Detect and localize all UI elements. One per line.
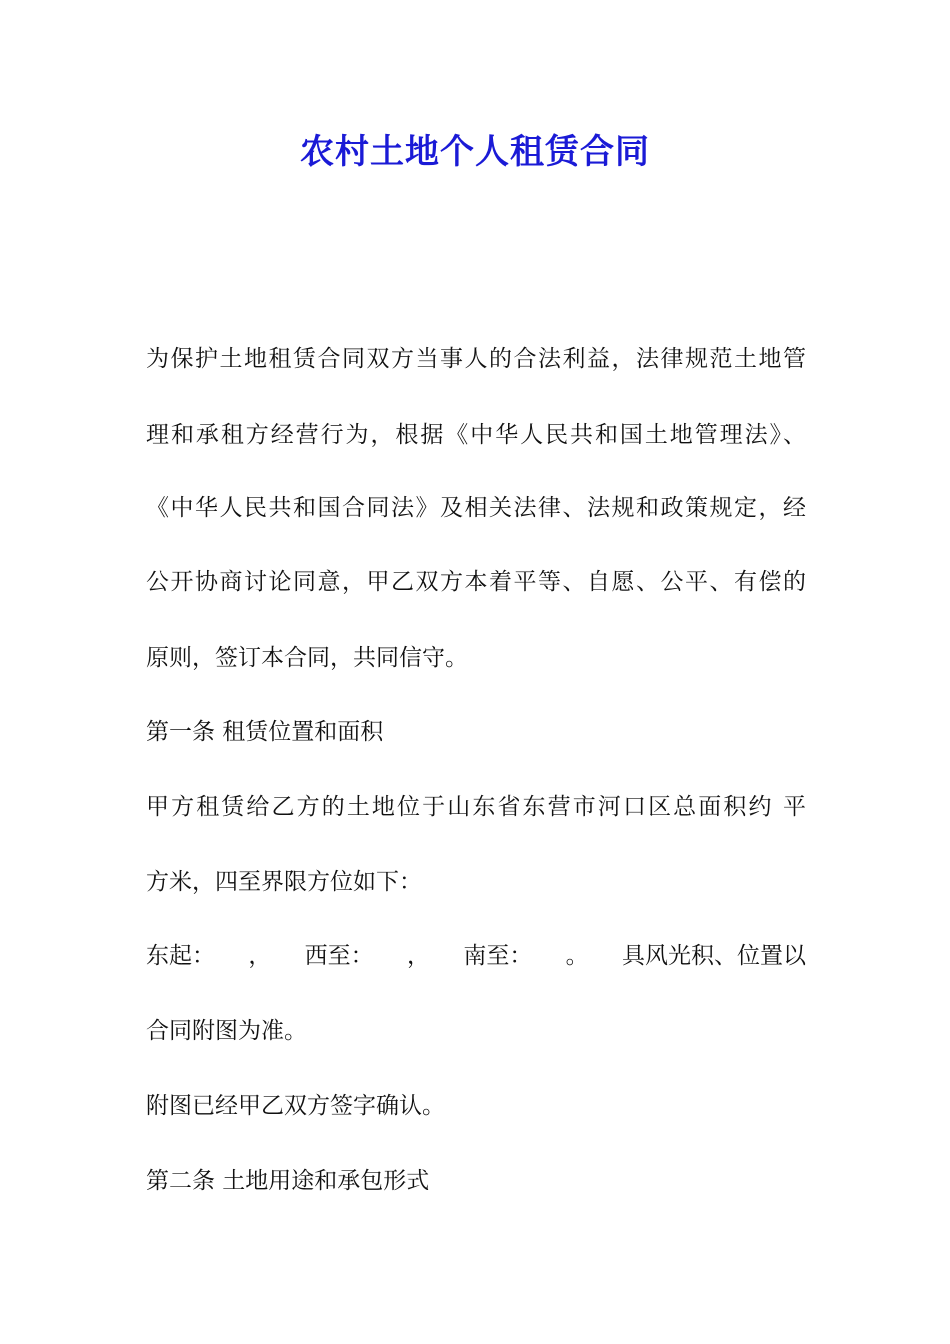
article-1-heading: 第一条 租赁位置和面积: [146, 719, 384, 745]
document-title: 农村土地个人租赁合同: [300, 132, 650, 172]
article-1-line-5: 附图已经甲乙双方签字确认。: [146, 1093, 445, 1119]
article-1-line-2: 方米，四至界限方位如下：: [146, 869, 422, 895]
boundary-period: 。: [565, 943, 589, 969]
boundary-south: 南至：: [463, 943, 533, 969]
preamble-line-2: 理和承租方经营行为，根据《中华人民共和国土地管理法》、: [146, 422, 806, 448]
preamble-line-1: 为保护土地租赁合同双方当事人的合法利益，法律规范土地管: [146, 346, 806, 372]
article-2-heading: 第二条 土地用途和承包形式: [146, 1168, 430, 1194]
preamble-line-4: 公开协商讨论同意，甲乙双方本着平等、自愿、公平、有偿的: [146, 569, 806, 595]
article-1-line-4: 合同附图为准。: [146, 1018, 307, 1044]
boundary-sep-2: ，: [406, 943, 430, 969]
preamble-line-3: 《中华人民共和国合同法》及相关法律、法规和政策规定，经: [146, 495, 806, 521]
preamble-line-5: 原则，签订本合同，共同信守。: [146, 645, 468, 671]
article-1-line-1: 甲方租赁给乙方的土地位于山东省东营市河口区总面积约 平: [146, 794, 806, 820]
boundary-line: [146, 940, 806, 972]
boundary-west: 西至：: [304, 943, 374, 969]
boundary-tail: 具风光积、位置以: [621, 943, 806, 969]
boundary-sep-1: ，: [248, 943, 272, 969]
boundary-east: 东起：: [146, 943, 215, 969]
